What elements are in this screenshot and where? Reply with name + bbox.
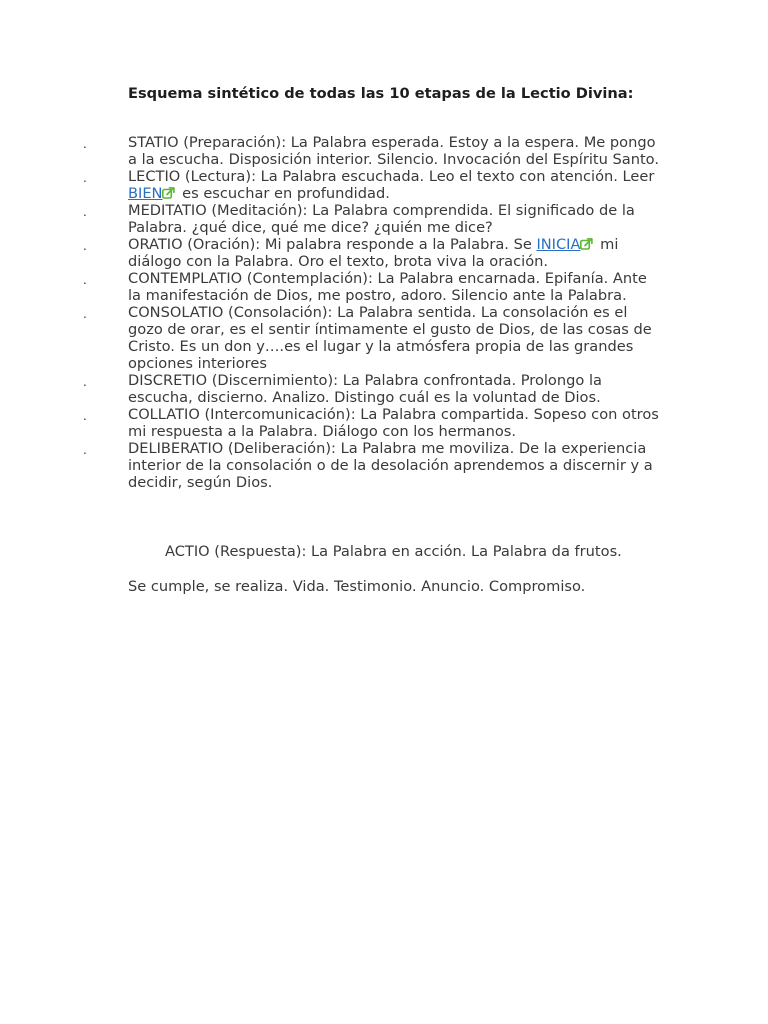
bullet: . bbox=[83, 137, 87, 151]
external-link-icon[interactable] bbox=[162, 187, 175, 199]
actio-paragraph: ACTIO (Respuesta): La Palabra en acción. La Palabra da frutos. bbox=[165, 543, 622, 560]
stage-meditatio bbox=[0, 202, 660, 236]
stage-text-before: LECTIO (Lectura): La Palabra escuchada. Leo el texto con atención. Leer bbox=[128, 168, 655, 185]
bullet: . bbox=[83, 443, 87, 457]
stage-list bbox=[0, 134, 768, 491]
stage-discretio bbox=[0, 372, 660, 406]
stage-text: CONTEMPLATIO (Contemplación): La Palabra encarnada. Epifanía. Ante la manifestación de Dios, me postro, adoro. Silencio ante la Palabra. bbox=[128, 270, 647, 304]
bullet: . bbox=[83, 409, 87, 423]
bullet: . bbox=[83, 239, 87, 253]
stage-collatio bbox=[0, 406, 660, 440]
bullet: . bbox=[83, 375, 87, 389]
bullet: . bbox=[83, 171, 87, 185]
stage-deliberatio bbox=[0, 440, 660, 491]
stage-text: DISCRETIO (Discernimiento): La Palabra confrontada. Prolongo la escucha, discierno. Analizo. Distingo cuál es la voluntad de Dios. bbox=[128, 372, 602, 406]
stage-text: MEDITATIO (Meditación): La Palabra comprendida. El significado de la Palabra. ¿qué dice, qué me dice? ¿quién me dice? bbox=[128, 202, 635, 236]
stage-consolatio bbox=[0, 304, 660, 372]
bullet: . bbox=[83, 205, 87, 219]
stage-oratio bbox=[0, 236, 660, 270]
stage-text: DELIBERATIO (Deliberación): La Palabra me moviliza. De la experiencia interior de la consolación o de la desolación aprendemos a discernir y a decidir, según Dios. bbox=[128, 440, 653, 491]
bien-link[interactable]: BIEN bbox=[128, 185, 163, 202]
stage-text: COLLATIO (Intercomunicación): La Palabra compartida. Sopeso con otros mi respuesta a la Palabra. Diálogo con los hermanos. bbox=[128, 406, 659, 440]
inicia-link[interactable]: INICIA bbox=[536, 236, 581, 253]
stage-text-before: ORATIO (Oración): Mi palabra responde a la Palabra. Se bbox=[128, 236, 537, 253]
stage-statio bbox=[0, 134, 660, 168]
closing-paragraph: Se cumple, se realiza. Vida. Testimonio. Anuncio. Compromiso. bbox=[128, 578, 586, 595]
stage-text: CONSOLATIO (Consolación): La Palabra sentida. La consolación es el gozo de orar, es el sentir íntimamente el gusto de Dios, de las cosas de Cristo. Es un don y….es el lugar y la atmósfera propia de las grandes opciones interiores bbox=[128, 304, 652, 372]
stage-text-after: mi diálogo con la Palabra. Oro el texto, brota viva la oración. bbox=[128, 236, 619, 270]
stage-contemplatio bbox=[0, 270, 660, 304]
stage-text: STATIO (Preparación): La Palabra esperada. Estoy a la espera. Me pongo a la escucha. Disposición interior. Silencio. Invocación del Espíritu Santo. bbox=[128, 134, 659, 168]
stage-lectio bbox=[0, 168, 660, 202]
document-title: Esquema sintético de todas las 10 etapas de la Lectio Divina: bbox=[128, 85, 634, 102]
external-link-icon[interactable] bbox=[580, 238, 593, 250]
bullet: . bbox=[83, 307, 87, 321]
stage-text-after: es escuchar en profundidad. bbox=[177, 185, 390, 202]
bullet: . bbox=[83, 273, 87, 287]
